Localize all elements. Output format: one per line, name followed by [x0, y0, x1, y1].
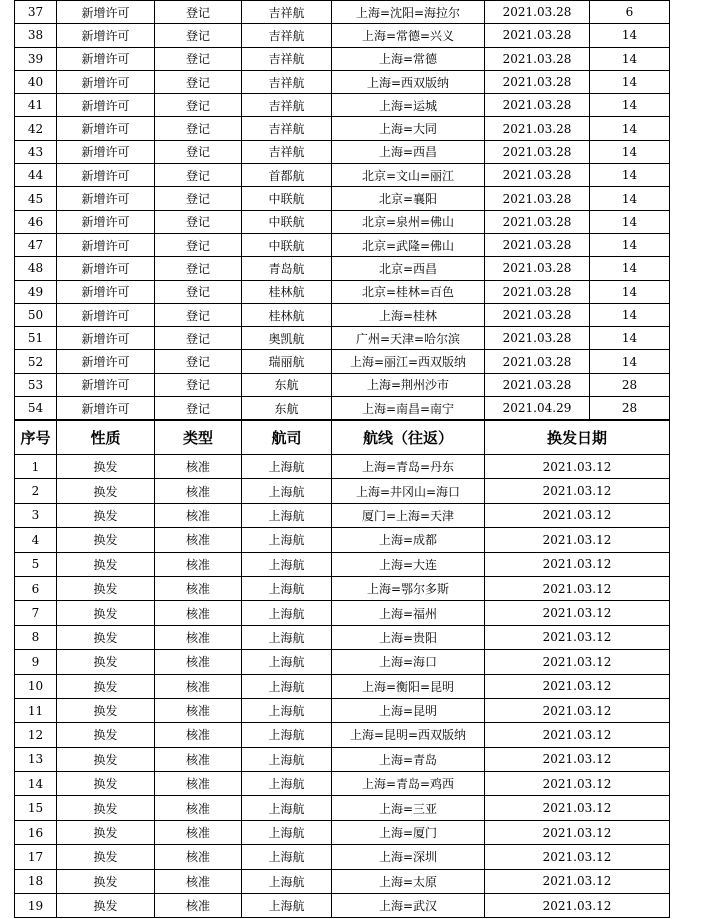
- table-cell: 登记: [155, 303, 242, 326]
- table-cell: 上海航: [242, 552, 332, 576]
- table-cell: 38: [15, 24, 57, 47]
- table-row: [15, 698, 670, 722]
- table-cell: 登记: [155, 280, 242, 303]
- table-row: [15, 820, 670, 844]
- table-cell: 上海=西双版纳: [332, 70, 485, 93]
- table-cell: 北京=文山=丽江: [332, 164, 485, 187]
- column-header: 类型: [155, 421, 242, 455]
- table-cell: 核准: [155, 869, 242, 893]
- table-cell: 新增许可: [57, 303, 155, 326]
- table-cell: 换发: [57, 552, 155, 576]
- table-cell: 核准: [155, 772, 242, 796]
- table-cell: 换发: [57, 503, 155, 527]
- table-row: [15, 70, 670, 93]
- table-cell: 2021.03.28: [485, 280, 590, 303]
- table-cell: 14: [590, 350, 670, 373]
- table-cell: 上海=深圳: [332, 845, 485, 869]
- table-row: [15, 257, 670, 280]
- table-cell: 登记: [155, 187, 242, 210]
- table-header-row: [15, 421, 670, 455]
- table-cell: 14: [590, 257, 670, 280]
- table-cell: 2021.03.28: [485, 94, 590, 117]
- table-row: [15, 869, 670, 893]
- table-cell: 新增许可: [57, 47, 155, 70]
- table-cell: 吉祥航: [242, 70, 332, 93]
- table-cell: 2021.04.29: [485, 397, 590, 420]
- table-cell: 46: [15, 210, 57, 233]
- table-cell: 上海航: [242, 747, 332, 771]
- table-cell: 上海=运城: [332, 94, 485, 117]
- table-cell: 上海航: [242, 894, 332, 918]
- table-cell: 核准: [155, 601, 242, 625]
- table-cell: 上海=大同: [332, 117, 485, 140]
- table-cell: 核准: [155, 552, 242, 576]
- table-cell: 2021.03.12: [485, 747, 670, 771]
- table-cell: 登记: [155, 1, 242, 24]
- table-cell: 换发: [57, 479, 155, 503]
- table-cell: 厦门=上海=天津: [332, 503, 485, 527]
- table-cell: 新增许可: [57, 257, 155, 280]
- table-cell: 42: [15, 117, 57, 140]
- table-cell: 核准: [155, 674, 242, 698]
- table-cell: 14: [590, 210, 670, 233]
- table-cell: 2021.03.28: [485, 210, 590, 233]
- table-cell: 41: [15, 94, 57, 117]
- table-cell: 核准: [155, 503, 242, 527]
- column-header: 换发日期: [485, 421, 670, 455]
- column-header: 序号: [15, 421, 57, 455]
- table-cell: 43: [15, 140, 57, 163]
- table-cell: 上海航: [242, 479, 332, 503]
- table-cell: 上海=太原: [332, 869, 485, 893]
- table-cell: 上海=成都: [332, 528, 485, 552]
- table-cell: 吉祥航: [242, 117, 332, 140]
- table-cell: 2021.03.12: [485, 455, 670, 479]
- table-cell: 上海航: [242, 772, 332, 796]
- table-row: [15, 723, 670, 747]
- column-header: 航司: [242, 421, 332, 455]
- table-cell: 上海=衡阳=昆明: [332, 674, 485, 698]
- table-cell: 上海航: [242, 455, 332, 479]
- table-cell: 5: [15, 552, 57, 576]
- table-cell: 2021.03.28: [485, 257, 590, 280]
- table-cell: 登记: [155, 47, 242, 70]
- column-header: 性质: [57, 421, 155, 455]
- table-cell: 上海=昆明: [332, 698, 485, 722]
- table-cell: 2021.03.28: [485, 140, 590, 163]
- table-cell: 14: [590, 164, 670, 187]
- table-cell: 2021.03.12: [485, 820, 670, 844]
- table-cell: 换发: [57, 698, 155, 722]
- table-cell: 上海航: [242, 698, 332, 722]
- table-cell: 2021.03.12: [485, 796, 670, 820]
- table-cell: 18: [15, 869, 57, 893]
- table-cell: 14: [590, 47, 670, 70]
- table-cell: 40: [15, 70, 57, 93]
- table-cell: 上海航: [242, 625, 332, 649]
- table-cell: 上海=沈阳=海拉尔: [332, 1, 485, 24]
- column-header: 航线（往返）: [332, 421, 485, 455]
- table-cell: 上海航: [242, 528, 332, 552]
- table-cell: 2021.03.12: [485, 698, 670, 722]
- table-cell: 登记: [155, 397, 242, 420]
- table-row: [15, 280, 670, 303]
- table-cell: 登记: [155, 164, 242, 187]
- table-cell: 吉祥航: [242, 140, 332, 163]
- table-row: [15, 327, 670, 350]
- table-cell: 核准: [155, 698, 242, 722]
- table-row: [15, 455, 670, 479]
- table-cell: 14: [590, 70, 670, 93]
- table-cell: 49: [15, 280, 57, 303]
- table-cell: 48: [15, 257, 57, 280]
- table-row: [15, 772, 670, 796]
- table-cell: 换发: [57, 528, 155, 552]
- table-cell: 2: [15, 479, 57, 503]
- table-cell: 2021.03.28: [485, 24, 590, 47]
- table-row: [15, 552, 670, 576]
- table-cell: 东航: [242, 373, 332, 396]
- table-cell: 新增许可: [57, 24, 155, 47]
- table-row: [15, 747, 670, 771]
- table-cell: 换发: [57, 601, 155, 625]
- table-cell: 登记: [155, 140, 242, 163]
- table-cell: 核准: [155, 845, 242, 869]
- table-cell: 28: [590, 373, 670, 396]
- table-cell: 2021.03.12: [485, 528, 670, 552]
- table-cell: 中联航: [242, 233, 332, 256]
- table-cell: 上海航: [242, 674, 332, 698]
- table-cell: 6: [590, 1, 670, 24]
- table-cell: 核准: [155, 894, 242, 918]
- table-cell: 北京=桂林=百色: [332, 280, 485, 303]
- table-cell: 上海=丽江=西双版纳: [332, 350, 485, 373]
- table-cell: 新增许可: [57, 94, 155, 117]
- table-cell: 14: [590, 303, 670, 326]
- table-cell: 北京=武隆=佛山: [332, 233, 485, 256]
- table-cell: 东航: [242, 397, 332, 420]
- table-cell: 新增许可: [57, 373, 155, 396]
- table-cell: 11: [15, 698, 57, 722]
- table-cell: 新增许可: [57, 233, 155, 256]
- table-cell: 2021.03.12: [485, 650, 670, 674]
- table-cell: 上海航: [242, 503, 332, 527]
- table-cell: 2021.03.28: [485, 117, 590, 140]
- table-cell: 登记: [155, 257, 242, 280]
- table-cell: 桂林航: [242, 280, 332, 303]
- table-cell: 上海=常德=兴义: [332, 24, 485, 47]
- table-cell: 青岛航: [242, 257, 332, 280]
- table-row: [15, 350, 670, 373]
- table-cell: 2021.03.12: [485, 576, 670, 600]
- table-cell: 核准: [155, 625, 242, 649]
- table-cell: 新增许可: [57, 187, 155, 210]
- table-cell: 新增许可: [57, 397, 155, 420]
- table-cell: 登记: [155, 233, 242, 256]
- table-cell: 新增许可: [57, 350, 155, 373]
- table-cell: 中联航: [242, 210, 332, 233]
- table-cell: 47: [15, 233, 57, 256]
- table-cell: 2021.03.12: [485, 601, 670, 625]
- table-cell: 新增许可: [57, 280, 155, 303]
- table-cell: 上海航: [242, 845, 332, 869]
- table-cell: 10: [15, 674, 57, 698]
- table-cell: 上海航: [242, 820, 332, 844]
- table-cell: 登记: [155, 94, 242, 117]
- table-cell: 换发: [57, 796, 155, 820]
- table-row: [15, 233, 670, 256]
- table-cell: 2021.03.12: [485, 552, 670, 576]
- table-cell: 1: [15, 455, 57, 479]
- table-cell: 登记: [155, 70, 242, 93]
- table-cell: 上海航: [242, 650, 332, 674]
- table-cell: 吉祥航: [242, 94, 332, 117]
- table-cell: 换发: [57, 747, 155, 771]
- table-cell: 登记: [155, 117, 242, 140]
- table-cell: 45: [15, 187, 57, 210]
- table-cell: 上海=青岛: [332, 747, 485, 771]
- table-cell: 新增许可: [57, 164, 155, 187]
- table-row: [15, 503, 670, 527]
- table-cell: 52: [15, 350, 57, 373]
- table-row: [15, 845, 670, 869]
- table-cell: 北京=泉州=佛山: [332, 210, 485, 233]
- table-row: [15, 601, 670, 625]
- table-cell: 桂林航: [242, 303, 332, 326]
- table-cell: 上海=青岛=丹东: [332, 455, 485, 479]
- table-row: [15, 894, 670, 918]
- table-cell: 14: [590, 24, 670, 47]
- table-cell: 2021.03.12: [485, 894, 670, 918]
- table-cell: 换发: [57, 625, 155, 649]
- table-cell: 换发: [57, 894, 155, 918]
- table-cell: 54: [15, 397, 57, 420]
- table-cell: 上海=厦门: [332, 820, 485, 844]
- table-cell: 14: [590, 140, 670, 163]
- table-cell: 2021.03.12: [485, 845, 670, 869]
- table-cell: 2021.03.28: [485, 70, 590, 93]
- table-cell: 2021.03.12: [485, 674, 670, 698]
- table-row: [15, 303, 670, 326]
- table-cell: 吉祥航: [242, 24, 332, 47]
- table-cell: 2021.03.12: [485, 772, 670, 796]
- table-cell: 换发: [57, 674, 155, 698]
- table-cell: 28: [590, 397, 670, 420]
- table-cell: 17: [15, 845, 57, 869]
- table-cell: 奥凯航: [242, 327, 332, 350]
- table-row: [15, 24, 670, 47]
- table-cell: 核准: [155, 528, 242, 552]
- table-cell: 12: [15, 723, 57, 747]
- table-cell: 换发: [57, 820, 155, 844]
- table-cell: 广州=天津=哈尔滨: [332, 327, 485, 350]
- table-row: [15, 164, 670, 187]
- table-row: [15, 625, 670, 649]
- table-cell: 上海=井冈山=海口: [332, 479, 485, 503]
- table-row: [15, 674, 670, 698]
- table-cell: 50: [15, 303, 57, 326]
- table-cell: 换发: [57, 845, 155, 869]
- table-cell: 登记: [155, 24, 242, 47]
- table-row: [15, 47, 670, 70]
- table-cell: 吉祥航: [242, 1, 332, 24]
- table-cell: 换发: [57, 869, 155, 893]
- table-cell: 16: [15, 820, 57, 844]
- table-row: [15, 373, 670, 396]
- table-cell: 新增许可: [57, 210, 155, 233]
- table-cell: 9: [15, 650, 57, 674]
- table-cell: 7: [15, 601, 57, 625]
- table-cell: 核准: [155, 796, 242, 820]
- table-cell: 上海航: [242, 601, 332, 625]
- table-cell: 上海=三亚: [332, 796, 485, 820]
- table-cell: 上海=常德: [332, 47, 485, 70]
- table-row: [15, 650, 670, 674]
- table-cell: 2021.03.12: [485, 869, 670, 893]
- table-cell: 吉祥航: [242, 47, 332, 70]
- table-row: [15, 528, 670, 552]
- table-cell: 2021.03.12: [485, 503, 670, 527]
- table-cell: 2021.03.28: [485, 373, 590, 396]
- table-cell: 14: [590, 117, 670, 140]
- table-cell: 换发: [57, 772, 155, 796]
- table-cell: 14: [590, 280, 670, 303]
- table-cell: 51: [15, 327, 57, 350]
- table-row: [15, 187, 670, 210]
- table-cell: 2021.03.28: [485, 47, 590, 70]
- table-cell: 上海=福州: [332, 601, 485, 625]
- table-cell: 上海航: [242, 723, 332, 747]
- table-row: [15, 576, 670, 600]
- table-cell: 核准: [155, 455, 242, 479]
- table-cell: 上海=大连: [332, 552, 485, 576]
- table-cell: 3: [15, 503, 57, 527]
- table-cell: 6: [15, 576, 57, 600]
- table-cell: 2021.03.28: [485, 233, 590, 256]
- table-cell: 首都航: [242, 164, 332, 187]
- table-cell: 上海=贵阳: [332, 625, 485, 649]
- table-cell: 上海=海口: [332, 650, 485, 674]
- table-cell: 上海=南昌=南宁: [332, 397, 485, 420]
- table-row: [15, 140, 670, 163]
- table-cell: 上海=昆明=西双版纳: [332, 723, 485, 747]
- table-row: [15, 796, 670, 820]
- table-cell: 4: [15, 528, 57, 552]
- table-row: [15, 397, 670, 420]
- table-cell: 瑞丽航: [242, 350, 332, 373]
- table-cell: 登记: [155, 373, 242, 396]
- table-cell: 15: [15, 796, 57, 820]
- table-cell: 核准: [155, 723, 242, 747]
- table-cell: 核准: [155, 747, 242, 771]
- table-cell: 新增许可: [57, 70, 155, 93]
- table-cell: 2021.03.28: [485, 187, 590, 210]
- table-cell: 上海航: [242, 576, 332, 600]
- table-cell: 44: [15, 164, 57, 187]
- table-cell: 14: [590, 94, 670, 117]
- table-cell: 14: [15, 772, 57, 796]
- table-cell: 14: [590, 327, 670, 350]
- table-cell: 中联航: [242, 187, 332, 210]
- table-cell: 北京=西昌: [332, 257, 485, 280]
- table-cell: 核准: [155, 576, 242, 600]
- table-cell: 2021.03.28: [485, 350, 590, 373]
- table-cell: 上海=荆州沙市: [332, 373, 485, 396]
- table-cell: 新增许可: [57, 140, 155, 163]
- table-cell: 核准: [155, 479, 242, 503]
- table-cell: 换发: [57, 650, 155, 674]
- table-cell: 8: [15, 625, 57, 649]
- table-cell: 上海航: [242, 796, 332, 820]
- table-cell: 换发: [57, 723, 155, 747]
- table-cell: 登记: [155, 210, 242, 233]
- table-cell: 核准: [155, 650, 242, 674]
- table-cell: 19: [15, 894, 57, 918]
- table-cell: 2021.03.12: [485, 625, 670, 649]
- table-cell: 新增许可: [57, 1, 155, 24]
- table-row: [15, 210, 670, 233]
- table-cell: 14: [590, 233, 670, 256]
- table-row: [15, 94, 670, 117]
- table-cell: 核准: [155, 820, 242, 844]
- table-cell: 上海=青岛=鸡西: [332, 772, 485, 796]
- table-cell: 2021.03.28: [485, 327, 590, 350]
- table-cell: 37: [15, 1, 57, 24]
- table-row: [15, 1, 670, 24]
- table-row: [15, 479, 670, 503]
- table-cell: 北京=襄阳: [332, 187, 485, 210]
- table-cell: 登记: [155, 327, 242, 350]
- table-cell: 2021.03.28: [485, 164, 590, 187]
- license-table-renewal: [14, 420, 670, 918]
- table-cell: 上海=武汉: [332, 894, 485, 918]
- table-cell: 13: [15, 747, 57, 771]
- table-cell: 新增许可: [57, 117, 155, 140]
- table-cell: 2021.03.12: [485, 723, 670, 747]
- table-cell: 换发: [57, 576, 155, 600]
- table-cell: 2021.03.28: [485, 303, 590, 326]
- table-cell: 上海=鄂尔多斯: [332, 576, 485, 600]
- table-cell: 换发: [57, 455, 155, 479]
- table-cell: 2021.03.12: [485, 479, 670, 503]
- table-cell: 2021.03.28: [485, 1, 590, 24]
- table-cell: 上海=西昌: [332, 140, 485, 163]
- table-cell: 39: [15, 47, 57, 70]
- table-cell: 53: [15, 373, 57, 396]
- table-row: [15, 117, 670, 140]
- table-cell: 14: [590, 187, 670, 210]
- table-cell: 上海=桂林: [332, 303, 485, 326]
- table-cell: 新增许可: [57, 327, 155, 350]
- table-cell: 登记: [155, 350, 242, 373]
- license-table-new: [14, 0, 670, 420]
- table-cell: 上海航: [242, 869, 332, 893]
